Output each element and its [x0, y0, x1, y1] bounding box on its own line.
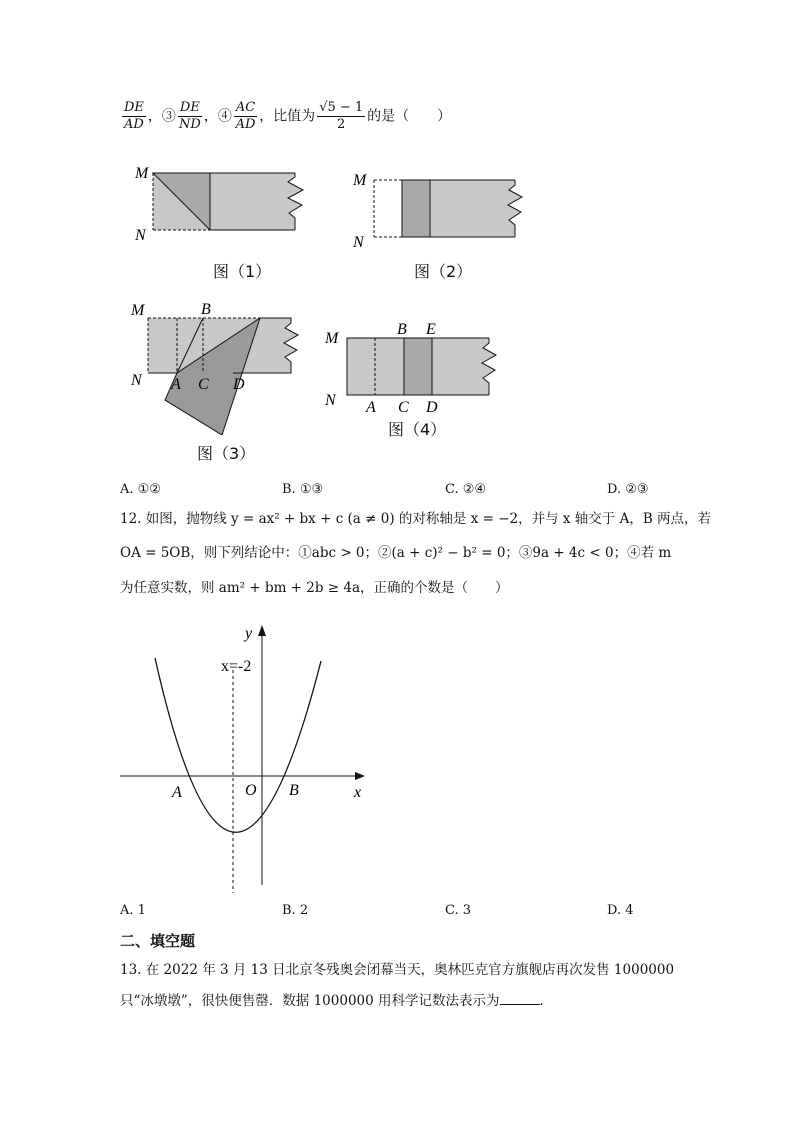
- fig3-label-d: D: [233, 376, 245, 393]
- q11-option-b[interactable]: B. ①③: [282, 482, 324, 497]
- section-2-title: 二、填空题: [120, 932, 196, 950]
- q12-option-c[interactable]: C. 3: [445, 903, 472, 918]
- figure-2-caption: 图（2）: [414, 262, 473, 281]
- graph-point-a: A: [172, 784, 182, 801]
- figure-1-caption: 图（1）: [213, 262, 272, 281]
- fig4-label-c: C: [398, 399, 409, 416]
- q13-line-2: 只“冰墩墩”，很快便售罄．数据 1000000 用科学记数法表示为 ．: [120, 993, 554, 1009]
- fig2-label-n: N: [353, 234, 364, 251]
- q11-option-c[interactable]: C. ②④: [445, 482, 487, 497]
- q12-line-1: 12. 如图，抛物线 y = ax² + bx + c (a ≠ 0) 的对称轴是 x = −2，并与 x 轴交于 A，B 两点，若: [120, 511, 712, 527]
- figure-1: [125, 160, 315, 250]
- fraction-de-nd: $\frac{DE}{ND}$: [178, 100, 201, 132]
- fig4-label-n: N: [325, 392, 336, 409]
- fig3-label-a: A: [171, 376, 181, 393]
- fig3-label-c: C: [198, 376, 209, 393]
- golden-ratio-fraction: $\frac{√5 - 1}{2}$: [319, 100, 364, 132]
- fig4-label-a: A: [366, 399, 376, 416]
- q12-option-d[interactable]: D. 4: [607, 903, 634, 918]
- figure-3-caption: 图（3）: [197, 444, 256, 463]
- symmetry-axis-label: x=-2: [221, 658, 252, 675]
- fraction-de-ad: $\frac{DE}{AD}$: [124, 100, 144, 132]
- fig1-label-m: M: [135, 165, 149, 182]
- fig4-label-d: D: [426, 399, 438, 416]
- figure-4-caption: 图（4）: [388, 420, 447, 439]
- fig2-label-m: M: [353, 172, 367, 189]
- figure-4: [322, 318, 507, 418]
- answer-blank[interactable]: [500, 992, 540, 1005]
- parabola-graph: [115, 615, 375, 900]
- graph-x-label: x: [354, 784, 362, 801]
- figure-2: [345, 165, 540, 255]
- fig3-label-n: N: [131, 372, 142, 389]
- fig3-label-b: B: [201, 301, 211, 318]
- fig4-label-e: E: [426, 321, 436, 338]
- graph-origin-o: O: [245, 782, 257, 799]
- q13-line-1: 13. 在 2022 年 3 月 13 日北京冬残奥会闭幕当天，奥林匹克官方旗舰店再次发售 1000000: [120, 962, 675, 978]
- graph-point-b: B: [289, 782, 299, 799]
- q11-option-a[interactable]: A. ①②: [120, 482, 161, 497]
- figure-3: [125, 295, 315, 435]
- fig1-label-n: N: [135, 227, 146, 244]
- fig4-label-b: B: [397, 321, 407, 338]
- q11-option-d[interactable]: D. ②③: [607, 482, 649, 497]
- graph-y-label: y: [245, 625, 253, 642]
- fig3-label-m: M: [131, 302, 145, 319]
- fraction-ac-ad: $\frac{AC}{AD}$: [235, 100, 256, 132]
- q12-option-b[interactable]: B. 2: [282, 903, 309, 918]
- q12-line-2: OA = 5OB，则下列结论中：①abc > 0；②(a + c)² − b² = 0；③9a + 4c < 0；④若 m: [120, 545, 672, 561]
- q12-option-a[interactable]: A. 1: [120, 903, 146, 918]
- q12-line-3: 为任意实数，则 am² + bm + 2b ≥ 4a，正确的个数是（ ）: [120, 580, 509, 596]
- fig4-label-m: M: [325, 330, 339, 347]
- q11-ratio-line: $\frac{DE}{AD}$ ，③ $\frac{DE}{ND}$ ，④ $\frac{AC}{AD}$ ，比值为 $\frac{√5 - 1}{2}$ 的是（ ）: [124, 100, 452, 132]
